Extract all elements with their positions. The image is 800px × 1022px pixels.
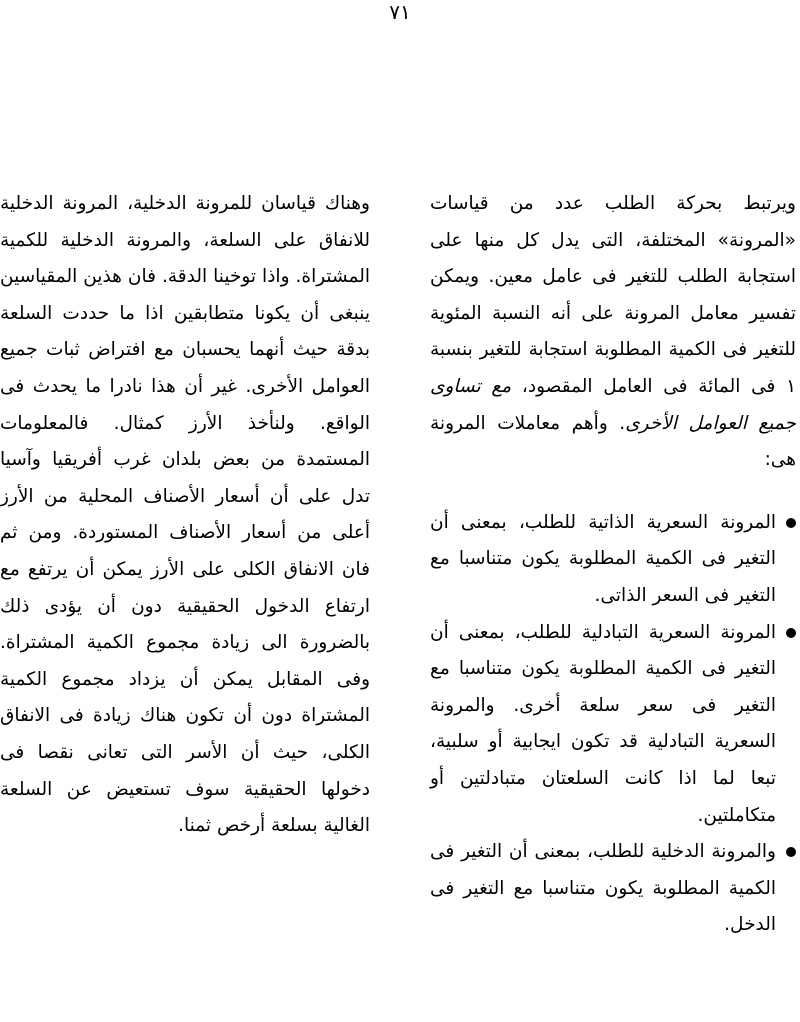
list-item <box>430 615 796 835</box>
intro-text-end: . وأهم معاملات المرونة هى: <box>430 412 796 471</box>
intro-text-italic: مع تساوى جميع العوامل الأخرى <box>430 375 796 434</box>
list-item-text: المرونة السعرية الذاتية للطلب، بمعنى أن التغير فى الكمية المطلوبة يكون متناسبا مع التغير فى السعر الذاتى. <box>430 511 776 606</box>
page-number: ٧١ <box>389 0 411 24</box>
left-column <box>0 186 370 845</box>
list-item-text: والمرونة الدخلية للطلب، بمعنى أن التغير فى الكمية المطلوبة يكون متناسبا مع التغير فى الدخل. <box>430 841 776 936</box>
right-column <box>430 186 796 944</box>
income-elasticity-paragraph: وهناك قياسان للمرونة الدخلية، المرونة الدخلية للانفاق على السلعة، والمرونة الدخلية للكمية المشتراة. واذا توخينا الدقة. فان هذين المقياسين ينبغى أن يكونا متطابقين اذا ما حددت السلعة بدقة حيث أنهما يحسبان مع افتراض ثبات جميع العوامل الأخرى. غير أن هذا نادرا ما يحدث فى الواقع. ولنأخذ الأرز كمثال. فالمعلومات المستمدة من بعض بلدان غرب أفريقيا وآسيا تدل على أن أسعار الأصناف المحلية من الأرز أعلى من أسعار الأصناف المستوردة. ومن ثم فان الانفاق الكلى على الأرز يمكن أن يرتفع مع ارتفاع الدخول الحقيقية دون أن يؤدى ذلك بالضرورة الى زيادة مجموع الكمية المشتراة. وفى المقابل يمكن أن يزداد مجموع الكمية المشتراة دون أن تكون هناك زيادة فى الانفاق الكلى، حيث أن الأسر التى تعانى نقصا فى دخولها الحقيقية سوف تستعيض عن السلعة الغالية بسلعة أرخص ثمنا. <box>0 193 370 837</box>
list-item <box>430 834 796 944</box>
intro-paragraph <box>430 186 796 479</box>
bullet-dot-icon <box>786 518 796 528</box>
elasticity-list <box>430 505 796 944</box>
bullet-dot-icon <box>786 628 796 638</box>
bullet-dot-icon <box>786 847 796 857</box>
paragraph-gap <box>430 479 796 505</box>
list-item-text: المرونة السعرية التبادلية للطلب، بمعنى أن التغير فى الكمية المطلوبة يكون متناسبا مع التغير فى سعر سلعة أخرى. والمرونة السعرية التبادلية قد تكون ايجابية أو سلبية، تبعا لما اذا كانت السلعتان متبادلتين أو متكاملتين. <box>430 621 776 826</box>
intro-text-start: ويرتبط بحركة الطلب عدد من قياسات «المرونة» المختلفة، التى يدل كل منها على استجابة الطلب للتغير فى عامل معين. ويمكن تفسير معامل المرونة على أنه النسبة المئوية للتغير فى الكمية المطلوبة استجابة للتغير بنسبة ١ فى المائة فى العامل المقصود، <box>430 193 797 397</box>
list-item <box>430 505 796 615</box>
